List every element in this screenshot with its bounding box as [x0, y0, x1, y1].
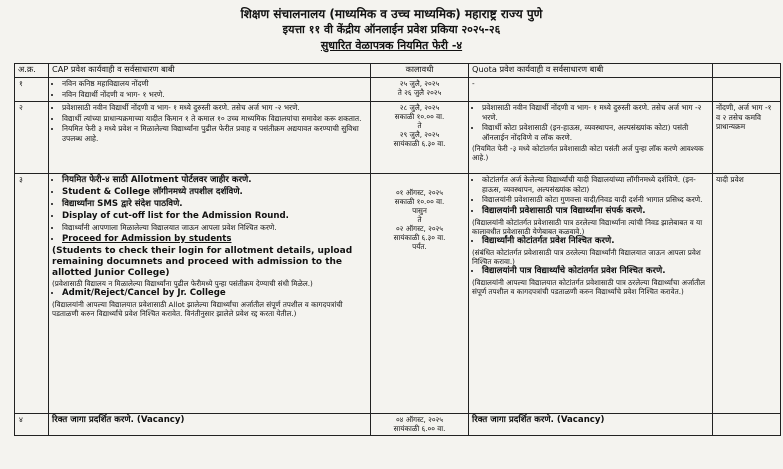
list-item: • विद्यार्थ्यांनी कोटांतर्गत प्रवेश निश्चित करणे. — [482, 236, 709, 247]
quota-note: (संबंधित कोटांतर्गत प्रवेशासाठी पात्र ठरलेल्या विद्यार्थ्यांनी विद्यालयात जाऊन आपला प्रवेश निश्चित करावा.) — [472, 247, 701, 266]
row-quota-cell — [469, 174, 713, 414]
list-item: • विद्यालयांनी प्रवेशासाठी कोटा गुणवत्ता यादी/निवड यादी दर्शनी भागात प्रसिध्द करणे. — [482, 195, 709, 205]
row-quota-cell: रिक्त जागा प्रदर्शित करणे. (Vacancy) — [469, 414, 713, 436]
marathi-note: (प्रवेशासाठी विद्यालय न मिळालेल्या विद्यार्थ्यांना पुढील फेरीमध्ये पुन्हा पसंतीक्रम देण्याची संधी मिळेल.) — [52, 278, 313, 288]
list-item: • विद्यालयांनी प्रवेशासाठी पात्र विद्यार्थ्यांना संपर्क करणे. — [482, 206, 709, 217]
list-item: • Display of cut-off list for the Admission Round. — [62, 211, 367, 222]
row-note-cell — [713, 414, 781, 436]
table-header-row — [15, 64, 781, 78]
header-sr: अ.क्र. — [15, 64, 49, 78]
list-item: • नविन कनिष्ठ महाविद्यालय नोंदणी — [62, 79, 367, 89]
row-period-cell — [371, 78, 469, 102]
period-line: ०२ ऑगस्ट, २०२५ — [395, 224, 444, 234]
row-period-cell — [371, 102, 469, 174]
period-line: पर्यंत. — [412, 242, 427, 252]
row-cap-cell: रिक्त जागा प्रदर्शित करणे. (Vacancy) — [49, 414, 371, 436]
period-line: २९ जुलै, २०२५ — [399, 130, 440, 140]
period-line: सायंकाळी ६.०० वा. — [393, 424, 446, 434]
row-period-cell — [371, 174, 469, 414]
marathi-note: (विद्यालयांनी आपल्या विद्यालयात प्रवेशासाठी Allot झालेल्या विद्यार्थ्यांचा अर्जातील संपूर्ण तपशील व कागदपत्रांची पडताळणी करुन विद्यार्थ्यांचे प्रवेश निश्चित करावेत. विनंतीनुसार झालेले प्रवेश रद्द करता येतील.) — [52, 299, 343, 318]
list-item: • विद्यार्थ्यांना SMS द्वारे संदेश पाठविणे. — [62, 199, 367, 210]
list-item: • कोटांतर्गत अर्ज केलेल्या विद्यार्थ्यांची यादी विद्यालयांच्या लॉगीनमध्ये दर्शविणे. (इन-हाऊस, व्यवस्थापन, अल्पसंख्यांक कोटा) — [482, 175, 709, 194]
list-item: • Admit/Reject/Cancel by Jr. College — [62, 288, 367, 299]
header-note — [713, 64, 781, 78]
table-row — [15, 414, 781, 436]
list-item: • नियमित फेरी-४ साठी Allotment पोर्टलवर जाहीर करणे. — [62, 175, 367, 186]
header-quota: Quota प्रवेश कार्यवाही व सर्वसाधारण बाबी — [469, 64, 713, 78]
period-line: ०१ ऑगस्ट, २०२५ — [395, 188, 444, 198]
list-item: • विद्यार्थी त्यांच्या प्राधान्यक्रमाच्या यादीत किमान १ ते कमाल १० उच्च माध्यमिक विद्यालयांचा समावेश करू शकतात. — [62, 114, 367, 124]
row-note-cell — [713, 78, 781, 102]
period-line: २८ जुलै, २०२५ — [399, 103, 440, 113]
english-note: (Students to check their login for allotment details, upload remaining documnets and proceed with admission to the allotted Junior College) — [52, 245, 353, 278]
period-line: ०४ ऑगस्ट, २०२५ — [395, 415, 444, 425]
list-item: • प्रवेशासाठी नवीन विद्यार्थी नोंदणी व भाग- १ मध्ये दुरुस्ती करणे. तसेच अर्ज भाग -२ भरणे. — [62, 103, 367, 113]
quota-note: (विद्यालयांनी कोटांतर्गत प्रवेशासाठी पात्र ठरलेल्या विद्यार्थ्यांना त्यांची निवड झालेबाबत व या कालावधीत प्रवेशासाठी येणेबाबत कळवावे.) — [472, 217, 703, 236]
document-header — [0, 0, 783, 54]
list-item: • विद्यार्थ्यांनी आपणाला मिळालेल्या विद्यालयात जाऊन आपला प्रवेश निश्चित करणे. — [62, 223, 367, 233]
period-line: सायंकाळी ६.३० वा. — [393, 233, 446, 243]
row-quota-cell: - — [469, 78, 713, 102]
period-line: सकाळी १०.०० वा. — [394, 112, 445, 122]
header-schedule-title: सुधारित वेळापत्रक नियमित फेरी -४ — [320, 39, 463, 52]
header-period: कालावधी — [371, 64, 469, 78]
header-title: शिक्षण संचालनालय (माध्यमिक व उच्च माध्यमिक) महाराष्ट्र राज्य पुणे — [240, 7, 543, 21]
list-item: • नियमित फेरी ३ मध्ये प्रवेश न मिळालेल्या विद्यार्थ्यांना पुढील फेरीत प्रवाह व पसंतीक्रम अद्ययावत करण्याची सुविधा उपलब्ध आहे. — [62, 124, 367, 143]
row-cap-cell — [49, 102, 371, 174]
list-item: • नविन विद्यार्थी नोंदणी व भाग- १ भरणे. — [62, 90, 367, 100]
row-sr: ४ — [15, 414, 49, 436]
header-subtitle: इयत्ता ११ वी केंद्रीय ऑनलाईन प्रवेश प्रकिया २०२५-२६ — [282, 23, 501, 36]
header-cap: CAP प्रवेश कार्यवाही व सर्वसाधारण बाबी — [49, 64, 371, 78]
quota-note: (नियमित फेरी -३ मध्ये कोटांतर्गत प्रवेशासाठी कोटा पसंती अर्ज पुन्हा लॉक करणे आवश्यक आहे.) — [472, 143, 704, 162]
row-note-cell: नोंदणी, अर्ज भाग -१ व २ तसेच कमवि प्राधान्यक्रम — [713, 102, 781, 174]
row-cap-cell — [49, 174, 371, 414]
list-item: • विद्यार्थी कोटा प्रवेशासाठी (इन-हाऊस, व्यवस्थापन, अल्पसंख्यांक कोटा) पसंती ऑनलाईन नोंदविणे व लॉक करणे. — [482, 123, 709, 142]
row-quota-cell — [469, 102, 713, 174]
period-line: सायंकाळी ६.३० वा. — [393, 139, 446, 149]
table-row — [15, 102, 781, 174]
list-item: • Proceed for Admission by students — [62, 234, 367, 245]
quota-note: (विद्यालयांनी आपल्या विद्यालयात कोटांतर्गत प्रवेशासाठी पात्र ठरलेल्या विद्यार्थ्यांचा अर्जातील संपूर्ण तपशील व कागदपत्रांची पडताळणी करुन विद्यार्थ्यांचे प्रवेश निश्चित करावेत.) — [472, 277, 705, 296]
list-item: • Student & College लॉगीनमध्ये तपशील दर्शविणे. — [62, 187, 367, 198]
row-sr: १ — [15, 78, 49, 102]
row-period-cell — [371, 414, 469, 436]
schedule-table — [14, 63, 781, 436]
row-sr: २ — [15, 102, 49, 174]
period-line: ते — [417, 215, 422, 225]
row-note-cell: यादी प्रवेश — [713, 174, 781, 414]
period-line: सकाळी १०.०० वा. — [394, 197, 445, 207]
period-line: ते २६ जुलै २०२५ — [397, 88, 442, 97]
period-line: पासुन — [412, 206, 427, 216]
period-line: ते — [417, 121, 422, 131]
list-item: • विद्यालयांनी पात्र विद्यार्थ्यांचे कोटांतर्गत प्रवेश निश्चित करणे. — [482, 266, 709, 277]
list-item: • प्रवेशासाठी नवीन विद्यार्थी नोंदणी व भाग- १ मध्ये दुरुस्ती करणे. तसेच अर्ज भाग -२ भरणे. — [482, 103, 709, 122]
row-sr: ३ — [15, 174, 49, 414]
table-row — [15, 78, 781, 102]
row-cap-cell — [49, 78, 371, 102]
period-line: २५ जुलै, २०२५ — [399, 79, 440, 88]
table-row — [15, 174, 781, 414]
